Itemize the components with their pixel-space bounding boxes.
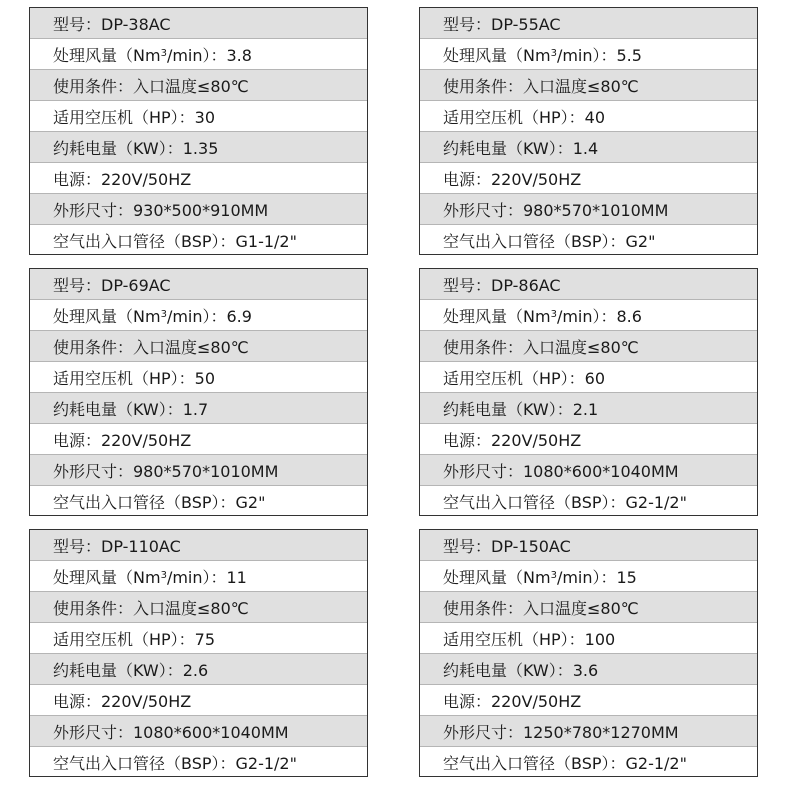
size-row	[30, 194, 367, 225]
pipe-row	[420, 747, 757, 778]
compressor-row	[420, 362, 757, 393]
size-row	[420, 455, 757, 486]
flow-row: 处理风量（Nm 3 /min）：6.9	[30, 300, 367, 331]
condition-text: 使用条件：入口温度≤80℃	[443, 76, 639, 96]
power-text: 约耗电量（KW）：3.6	[443, 660, 599, 680]
power-text: 约耗电量（KW）：2.6	[53, 660, 209, 680]
model-row	[420, 8, 757, 39]
condition-text: 使用条件：入口温度≤80℃	[53, 598, 249, 618]
pipe-text: 空气出入口管径（BSP）：G2-1/2"	[443, 754, 687, 773]
condition-row	[420, 70, 757, 101]
condition-text: 使用条件：入口温度≤80℃	[53, 76, 249, 96]
size-text: 外形尺寸：1080*600*1040MM	[443, 461, 679, 481]
supply-text: 电源：220V/50HZ	[53, 430, 192, 450]
supply-row	[420, 424, 757, 455]
condition-text: 使用条件：入口温度≤80℃	[53, 337, 249, 357]
compressor-row	[30, 623, 367, 654]
compressor-text: 适用空压机（HP）：40	[443, 107, 606, 127]
pipe-row	[30, 747, 367, 778]
power-text: 约耗电量（KW）：1.7	[53, 399, 209, 419]
flow-row: 处理风量（Nm 3 /min）：5.5	[420, 39, 757, 70]
supply-text: 电源：220V/50HZ	[443, 691, 582, 711]
flow-prefix: 处理风量（Nm	[443, 567, 551, 587]
flow-row: 处理风量（Nm 3 /min）：3.8	[30, 39, 367, 70]
model-row	[30, 8, 367, 39]
model-text: 型号：DP-69AC	[53, 275, 171, 295]
pipe-row	[420, 486, 757, 517]
spec-card-dp-150ac	[419, 529, 758, 777]
supply-row	[30, 424, 367, 455]
power-row	[30, 654, 367, 685]
spec-card-dp-110ac	[29, 529, 368, 777]
supply-row	[420, 163, 757, 194]
supply-text: 电源：220V/50HZ	[53, 691, 192, 711]
compressor-row	[420, 623, 757, 654]
model-row	[420, 530, 757, 561]
condition-text: 使用条件：入口温度≤80℃	[443, 598, 639, 618]
supply-row	[420, 685, 757, 716]
power-row	[420, 393, 757, 424]
flow-prefix: 处理风量（Nm	[443, 45, 551, 65]
pipe-text: 空气出入口管径（BSP）：G2-1/2"	[53, 754, 297, 773]
condition-row	[420, 592, 757, 623]
condition-row	[420, 331, 757, 362]
model-row	[30, 530, 367, 561]
size-text: 外形尺寸：930*500*910MM	[53, 200, 269, 220]
compressor-row	[30, 362, 367, 393]
size-text: 外形尺寸：980*570*1010MM	[53, 461, 279, 481]
model-text: 型号：DP-86AC	[443, 275, 561, 295]
compressor-text: 适用空压机（HP）：30	[53, 107, 216, 127]
compressor-text: 适用空压机（HP）：60	[443, 368, 606, 388]
flow-suffix: /min）：8.6	[556, 306, 642, 326]
size-row	[420, 716, 757, 747]
flow-suffix: /min）：3.8	[166, 45, 252, 65]
pipe-text: 空气出入口管径（BSP）：G2"	[443, 232, 656, 251]
supply-row	[30, 163, 367, 194]
size-text: 外形尺寸：1250*780*1270MM	[443, 722, 679, 742]
spec-card-dp-69ac	[29, 268, 368, 516]
compressor-row	[30, 101, 367, 132]
power-row	[420, 132, 757, 163]
power-text: 约耗电量（KW）：1.4	[443, 138, 599, 158]
flow-suffix: /min）：11	[166, 567, 247, 587]
model-text: 型号：DP-110AC	[53, 536, 181, 556]
flow-prefix: 处理风量（Nm	[53, 306, 161, 326]
pipe-row	[420, 225, 757, 256]
condition-row	[30, 592, 367, 623]
model-text: 型号：DP-150AC	[443, 536, 571, 556]
flow-prefix: 处理风量（Nm	[443, 306, 551, 326]
spec-card-dp-86ac	[419, 268, 758, 516]
supply-text: 电源：220V/50HZ	[443, 430, 582, 450]
flow-suffix: /min）：5.5	[556, 45, 642, 65]
compressor-row	[420, 101, 757, 132]
power-row	[420, 654, 757, 685]
pipe-row	[30, 225, 367, 256]
spec-card-dp-38ac	[29, 7, 368, 255]
compressor-text: 适用空压机（HP）：100	[443, 629, 616, 649]
flow-suffix: /min）：15	[556, 567, 637, 587]
power-row	[30, 393, 367, 424]
flow-row: 处理风量（Nm 3 /min）：15	[420, 561, 757, 592]
size-row	[30, 455, 367, 486]
supply-text: 电源：220V/50HZ	[53, 169, 192, 189]
flow-suffix: /min）：6.9	[166, 306, 252, 326]
size-text: 外形尺寸：980*570*1010MM	[443, 200, 669, 220]
size-row	[420, 194, 757, 225]
spec-card-dp-55ac	[419, 7, 758, 255]
condition-row	[30, 70, 367, 101]
model-text: 型号：DP-38AC	[53, 14, 171, 34]
model-text: 型号：DP-55AC	[443, 14, 561, 34]
model-row	[420, 269, 757, 300]
compressor-text: 适用空压机（HP）：75	[53, 629, 216, 649]
flow-row: 处理风量（Nm 3 /min）：11	[30, 561, 367, 592]
flow-prefix: 处理风量（Nm	[53, 45, 161, 65]
pipe-text: 空气出入口管径（BSP）：G2-1/2"	[443, 493, 687, 512]
pipe-text: 空气出入口管径（BSP）：G1-1/2"	[53, 232, 297, 251]
power-text: 约耗电量（KW）：1.35	[53, 138, 219, 158]
supply-row	[30, 685, 367, 716]
size-text: 外形尺寸：1080*600*1040MM	[53, 722, 289, 742]
condition-text: 使用条件：入口温度≤80℃	[443, 337, 639, 357]
pipe-row	[30, 486, 367, 517]
pipe-text: 空气出入口管径（BSP）：G2"	[53, 493, 266, 512]
power-row	[30, 132, 367, 163]
size-row	[30, 716, 367, 747]
supply-text: 电源：220V/50HZ	[443, 169, 582, 189]
flow-row: 处理风量（Nm 3 /min）：8.6	[420, 300, 757, 331]
compressor-text: 适用空压机（HP）：50	[53, 368, 216, 388]
model-row	[30, 269, 367, 300]
flow-prefix: 处理风量（Nm	[53, 567, 161, 587]
power-text: 约耗电量（KW）：2.1	[443, 399, 599, 419]
condition-row	[30, 331, 367, 362]
